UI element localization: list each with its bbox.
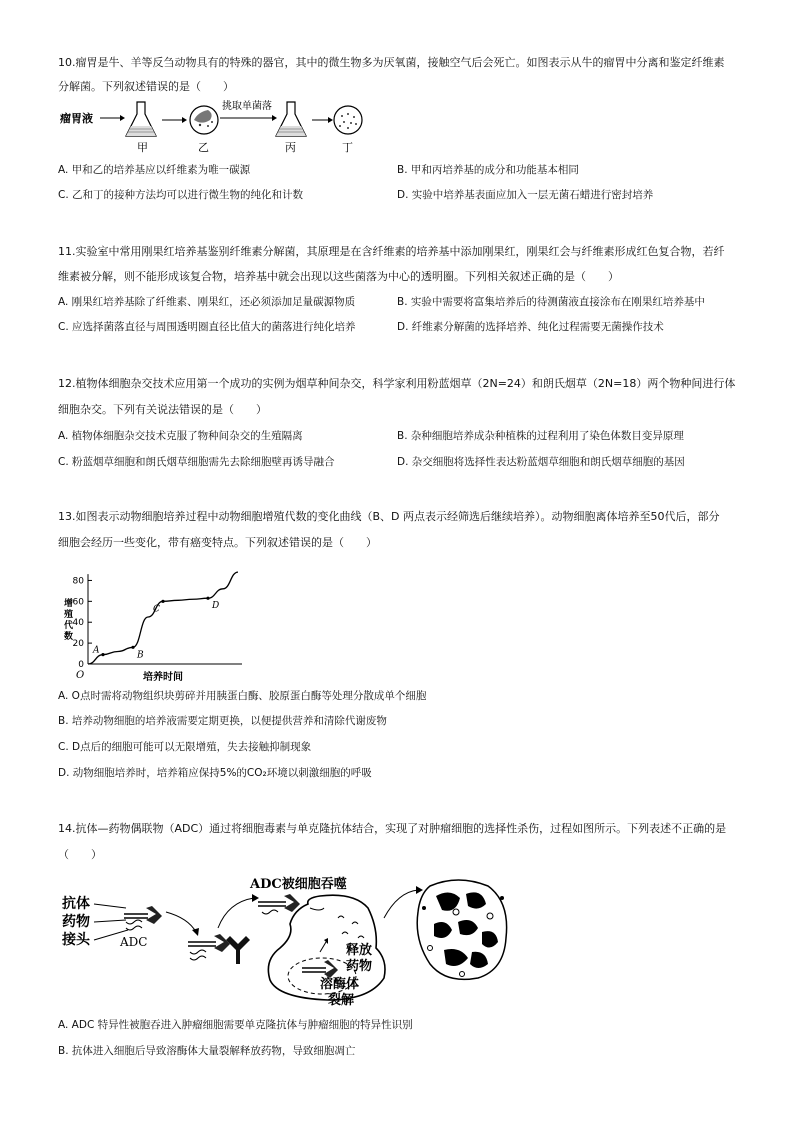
adc-label-engulfed: ADC被细胞吞噬	[250, 877, 347, 892]
q10-option-c[interactable]: C. 乙和丁的接种方法均可以进行微生物的纯化和计数	[58, 189, 304, 201]
adc-label-lysosome-1: 溶酶体	[320, 977, 360, 992]
point-label-d: D	[212, 601, 220, 612]
adc-bound-receptor-icon	[188, 934, 250, 964]
y-tick-label: 40	[72, 618, 84, 629]
origin-label: O	[76, 670, 85, 681]
y-tick-label: 80	[72, 576, 84, 587]
q11-stem-line2: 维素被分解，则不能形成该复合物，培养基中就会出现以这些菌落为中心的透明圈。下列相关叙述正确的是（ ）	[58, 270, 619, 283]
q10-step-label: 挑取单菌落	[222, 101, 272, 112]
q11-option-c[interactable]: C. 应选择菌落直径与周围透明圈直径比值大的菌落进行纯化培养	[58, 321, 356, 333]
q13-option-c[interactable]: C. D点后的细胞可能可以无限增殖，失去接触抑制现象	[58, 741, 312, 753]
q13-chart	[58, 558, 243, 684]
q12-option-b[interactable]: B. 杂种细胞培养成杂种植株的过程利用了染色体数目变异原理	[397, 430, 684, 442]
label-bing: 丙	[285, 141, 296, 154]
point-b	[131, 646, 134, 649]
q10-option-a[interactable]: A. 甲和乙的培养基应以纤维素为唯一碳源	[58, 164, 251, 176]
series-line	[88, 572, 238, 664]
q10-option-b[interactable]: B. 甲和丙培养基的成分和功能基本相同	[397, 164, 579, 176]
q14-option-b[interactable]: B. 抗体进入细胞后导致溶酶体大量裂解释放药物，导致细胞凋亡	[58, 1045, 356, 1057]
y-tick-label: 0	[78, 660, 84, 670]
flask-bing-icon	[276, 102, 306, 136]
q12-option-a[interactable]: A. 植物体细胞杂交技术克服了物种间杂交的生殖隔离	[58, 430, 303, 442]
q11-stem-line1: 11.实验室中常用刚果红培养基鉴别纤维素分解菌，其原理是在含纤维素的培养基中添加刚果红，刚果红会与纤维素形成红色复合物，若纤	[58, 245, 725, 258]
label-jia: 甲	[137, 141, 148, 154]
label-ding: 丁	[342, 141, 353, 154]
adc-label-lysosome-2: 裂解	[328, 993, 355, 1008]
adc-label-release-2: 药物	[346, 959, 373, 974]
y-axis-label-char: 代	[64, 621, 74, 631]
point-label-c: C	[153, 604, 160, 615]
q12-stem-line2: 细胞杂交。下列有关说法错误的是（ ）	[58, 403, 267, 416]
q10-stem-line2: 分解菌。下列叙述错误的是（ ）	[58, 80, 234, 93]
q13-option-b[interactable]: B. 培养动物细胞的培养液需要定期更换，以便提供营养和清除代谢废物	[58, 715, 387, 727]
q14-figure	[58, 868, 538, 1008]
point-a	[101, 653, 104, 656]
apoptotic-cell-icon	[417, 880, 506, 979]
y-tick-label: 20	[72, 639, 84, 650]
adc-label-release-1: 释放	[346, 943, 373, 958]
q10-source-label: 瘤胃液	[60, 112, 93, 125]
q13-stem-line2: 细胞会经历一些变化，带有癌变特点。下列叙述错误的是（ ）	[58, 536, 377, 549]
q13-option-a[interactable]: A. O点时需将动物组织块剪碎并用胰蛋白酶、胶原蛋白酶等处理分散成单个细胞	[58, 690, 427, 702]
q11-option-b[interactable]: B. 实验中需要将富集培养后的待测菌液直接涂布在刚果红培养基中	[397, 296, 705, 308]
q10-option-d[interactable]: D. 实验中培养基表面应加入一层无菌石蜡进行密封培养	[397, 189, 654, 201]
q13-stem-line1: 13.如图表示动物细胞培养过程中动物细胞增殖代数的变化曲线（B、D 两点表示经筛选后继续培养）。动物细胞离体培养至50代后，部分	[58, 510, 720, 523]
q12-option-c[interactable]: C. 粉蓝烟草细胞和朗氏烟草细胞需先去除细胞壁再诱导融合	[58, 456, 335, 468]
point-label-b: B	[137, 650, 144, 661]
q10-stem-line1: 10.瘤胃是牛、羊等反刍动物具有的特殊的器官，其中的微生物多为厌氧菌，接触空气后会死亡。如图表示从牛的瘤胃中分离和鉴定纤维素	[58, 56, 725, 69]
adc-molecule-icon	[124, 906, 162, 930]
q14-option-a[interactable]: A. ADC 特异性被胞吞进入肿瘤细胞需要单克隆抗体与肿瘤细胞的特异性识别	[58, 1019, 413, 1031]
q14-stem-line2: （ ）	[58, 848, 102, 861]
q10-figure	[58, 98, 368, 154]
adc-label-drug: 药物	[62, 914, 90, 930]
q13-option-d[interactable]: D. 动物细胞培养时，培养箱应保持5%的CO₂环境以刺激细胞的呼吸	[58, 767, 372, 779]
x-axis-label: 培养时间	[143, 672, 183, 683]
adc-label-adc: ADC	[120, 935, 148, 949]
y-tick-label: 60	[72, 597, 84, 608]
q11-option-a[interactable]: A. 刚果红培养基除了纤维素、刚果红，还必须添加足量碳源物质	[58, 296, 356, 308]
dish-yi-icon	[190, 106, 218, 134]
y-axis-label-char: 增	[64, 599, 74, 609]
adc-internalizing-icon	[258, 894, 300, 914]
y-axis-label-char: 殖	[64, 610, 74, 620]
point-d	[206, 597, 209, 600]
point-c	[161, 600, 164, 603]
point-label-a: A	[93, 645, 100, 656]
adc-label-antibody: 抗体	[62, 896, 90, 912]
q12-option-d[interactable]: D. 杂交细胞将选择性表达粉蓝烟草细胞和朗氏烟草细胞的基因	[397, 456, 685, 468]
dish-ding-icon	[334, 106, 362, 134]
q11-option-d[interactable]: D. 纤维素分解菌的选择培养、纯化过程需要无菌操作技术	[397, 321, 664, 333]
label-yi: 乙	[198, 141, 209, 154]
y-axis-label-char: 数	[64, 632, 74, 642]
adc-label-linker: 接头	[62, 932, 90, 948]
flask-jia-icon	[126, 102, 156, 136]
q12-stem-line1: 12.植物体细胞杂交技术应用第一个成功的实例为烟草种间杂交，科学家利用粉蓝烟草（2N=24）和朗氏烟草（2N=18）两个物种间进行体	[58, 377, 736, 390]
q14-stem-line1: 14.抗体—药物偶联物（ADC）通过将细胞毒素与单克隆抗体结合，实现了对肿瘤细胞的选择性杀伤，过程如图所示。下列表述不正确的是	[58, 822, 727, 835]
